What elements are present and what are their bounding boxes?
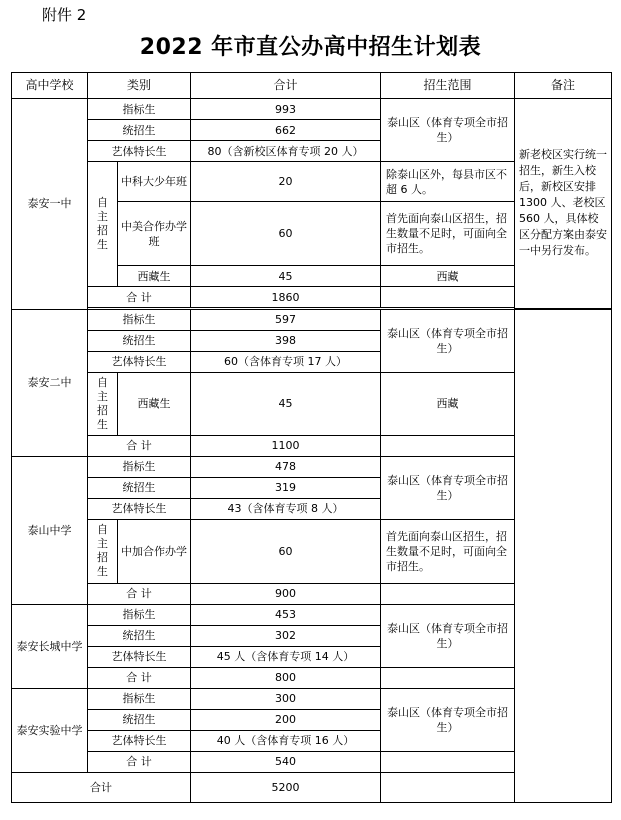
category-cell: 艺体特长生 — [88, 141, 191, 162]
range-cell: 首先面向泰山区招生，招生数量不足时，可面向全市招生。 — [381, 519, 515, 583]
range-cell: 泰山区（体育专项全市招生） — [381, 456, 515, 519]
value-cell: 40 人（含体育专项 16 人） — [191, 730, 381, 751]
header-category: 类别 — [88, 73, 191, 99]
header-note: 备注 — [515, 73, 612, 99]
value-cell: 45 — [191, 266, 381, 287]
value-cell: 200 — [191, 709, 381, 730]
value-cell: 597 — [191, 309, 381, 330]
zizhu-label: 自主招生 — [88, 162, 118, 287]
header-total: 合计 — [191, 73, 381, 99]
category-cell: 统招生 — [88, 709, 191, 730]
value-cell: 662 — [191, 120, 381, 141]
page-title: 2022 年市直公办高中招生计划表 — [139, 35, 482, 60]
value-cell: 302 — [191, 625, 381, 646]
empty-cell — [381, 435, 515, 456]
empty-cell — [381, 667, 515, 688]
subtotal-value: 900 — [191, 583, 381, 604]
enrollment-plan-table — [11, 72, 612, 803]
subtotal-label: 合 计 — [88, 287, 191, 308]
value-cell: 453 — [191, 604, 381, 625]
empty-cell — [381, 583, 515, 604]
value-cell: 80（含新校区体育专项 20 人） — [191, 141, 381, 162]
value-cell: 60（含体育专项 17 人） — [191, 351, 381, 372]
category-cell: 西藏生 — [118, 266, 191, 287]
header-school: 高中学校 — [12, 73, 88, 99]
category-cell: 艺体特长生 — [88, 646, 191, 667]
category-cell: 指标生 — [88, 688, 191, 709]
table-row — [12, 99, 612, 120]
school-name: 泰安实验中学 — [12, 688, 88, 772]
subtotal-label: 合 计 — [88, 751, 191, 772]
subtotal-value: 800 — [191, 667, 381, 688]
value-cell: 60 — [191, 519, 381, 583]
school-name: 泰安一中 — [12, 99, 88, 310]
grand-total-label: 合计 — [12, 772, 191, 802]
category-cell: 指标生 — [88, 456, 191, 477]
range-cell: 泰山区（体育专项全市招生） — [381, 688, 515, 751]
empty-cell — [381, 287, 515, 308]
value-cell: 45 人（含体育专项 14 人） — [191, 646, 381, 667]
range-cell: 泰山区（体育专项全市招生） — [381, 604, 515, 667]
category-cell: 统招生 — [88, 330, 191, 351]
value-cell: 478 — [191, 456, 381, 477]
school-name: 泰山中学 — [12, 456, 88, 604]
header-range: 招生范围 — [381, 73, 515, 99]
category-cell: 中加合作办学 — [118, 519, 191, 583]
category-cell: 统招生 — [88, 120, 191, 141]
category-cell: 指标生 — [88, 99, 191, 120]
value-cell: 398 — [191, 330, 381, 351]
value-cell: 993 — [191, 99, 381, 120]
note-cell: 新老校区实行统一招生，新生入校后，新校区安排 1300 人、老校区 560 人，具体校区分配方案由泰安一中另行发布。 — [515, 99, 612, 309]
empty-cell — [381, 772, 515, 802]
header-row — [12, 73, 612, 99]
subtotal-value: 540 — [191, 751, 381, 772]
value-cell: 319 — [191, 477, 381, 498]
subtotal-label: 合 计 — [88, 667, 191, 688]
value-cell: 60 — [191, 202, 381, 266]
attachment-label: 附件 2 — [42, 6, 87, 24]
range-cell: 除泰山区外，每县市区不超 6 人。 — [381, 162, 515, 202]
table-row — [12, 309, 612, 330]
subtotal-value: 1860 — [191, 287, 381, 308]
empty-cell — [381, 751, 515, 772]
category-cell: 统招生 — [88, 625, 191, 646]
value-cell: 43（含体育专项 8 人） — [191, 498, 381, 519]
range-cell: 西藏 — [381, 266, 515, 287]
range-cell: 泰山区（体育专项全市招生） — [381, 309, 515, 372]
category-cell: 指标生 — [88, 309, 191, 330]
range-cell: 泰山区（体育专项全市招生） — [381, 99, 515, 162]
zizhu-label: 自主招生 — [88, 372, 118, 435]
subtotal-label: 合 计 — [88, 583, 191, 604]
subtotal-label: 合 计 — [88, 435, 191, 456]
school-name: 泰安长城中学 — [12, 604, 88, 688]
value-cell: 45 — [191, 372, 381, 435]
category-cell: 指标生 — [88, 604, 191, 625]
subtotal-value: 1100 — [191, 435, 381, 456]
grand-total-value: 5200 — [191, 772, 381, 802]
category-cell: 中美合作办学班 — [118, 202, 191, 266]
range-cell: 西藏 — [381, 372, 515, 435]
category-cell: 中科大少年班 — [118, 162, 191, 202]
empty-note-cell — [515, 309, 612, 802]
value-cell: 20 — [191, 162, 381, 202]
category-cell: 统招生 — [88, 477, 191, 498]
category-cell: 艺体特长生 — [88, 498, 191, 519]
category-cell: 艺体特长生 — [88, 351, 191, 372]
category-cell: 西藏生 — [118, 372, 191, 435]
zizhu-label: 自主招生 — [88, 519, 118, 583]
range-cell: 首先面向泰山区招生，招生数量不足时，可面向全市招生。 — [381, 202, 515, 266]
category-cell: 艺体特长生 — [88, 730, 191, 751]
value-cell: 300 — [191, 688, 381, 709]
school-name: 泰安二中 — [12, 309, 88, 456]
